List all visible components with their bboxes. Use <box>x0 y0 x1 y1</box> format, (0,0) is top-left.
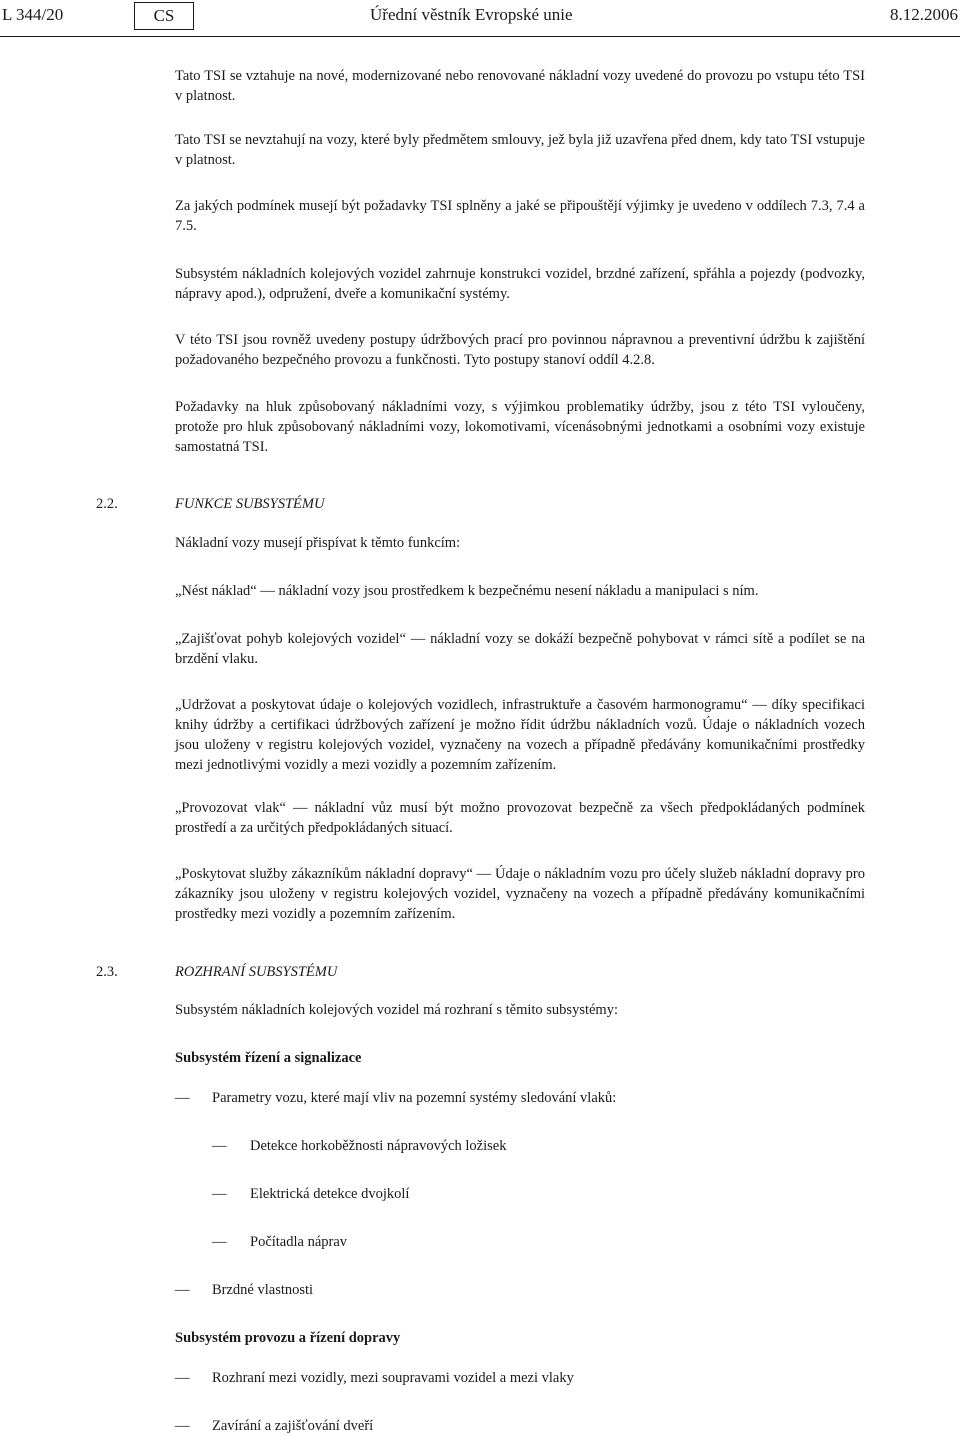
function-item: „Udržovat a poskytovat údaje o kolejových vozidlech, infrastruktuře a časovém harmonogramu“ — díky specifikaci knihy údržby a certifikaci údržbových zařízení je možno řídit údržbu nákladních vozů. Údaje o nákladních vozech jsou uloženy v registru kolejových vozidel, vyznačeny na vozech a případně předávány komunikačními prostředky mezi jednotlivými vozidly a mezi vozidly a pozemním zařízením. <box>175 697 865 773</box>
list-dash: — <box>212 1234 227 1250</box>
list-dash: — <box>175 1090 190 1106</box>
subsection-heading: Subsystém řízení a signalizace <box>175 1050 362 1066</box>
function-item: „Zajišťovat pohyb kolejových vozidel“ — nákladní vozy se dokáží bezpečně pohybovat v rámci sítě a podílet se na brzdění vlaku. <box>175 631 865 667</box>
section-intro: Nákladní vozy musejí přispívat k těmto funkcím: <box>175 535 461 551</box>
nested-list-item: Počítadla náprav <box>250 1234 348 1250</box>
publication-date: 8.12.2006 <box>890 5 958 24</box>
list-dash: — <box>175 1418 190 1434</box>
page-header <box>0 2 960 30</box>
section-number: 2.2. <box>96 496 118 512</box>
section-title: FUNKCE SUBSYSTÉMU <box>175 496 325 512</box>
function-item: „Provozovat vlak“ — nákladní vůz musí být možno provozovat bezpečně za všech předpokládaných podmínek prostředí a za určitých předpokládaných situací. <box>175 800 865 836</box>
list-dash: — <box>175 1282 190 1298</box>
nested-list-item: Detekce horkoběžnosti nápravových ložisek <box>250 1138 507 1154</box>
language-code-box: CS <box>134 2 194 30</box>
function-item: „Poskytovat služby zákazníkům nákladní dopravy“ — Údaje o nákladním vozu pro účely služeb nákladní dopravy pro zákazníky jsou uloženy v registru kolejových vozidel, vyznačeny na vozech a případně předávány komunikačními prostředky mezi vozidly a pozemním zařízením. <box>175 866 865 922</box>
list-dash: — <box>175 1370 190 1386</box>
list-item: Rozhraní mezi vozidly, mezi soupravami vozidel a mezi vlaky <box>212 1370 574 1386</box>
function-item: „Nést náklad“ — nákladní vozy jsou prostředkem k bezpečnému nesení nákladu a manipulaci s ním. <box>175 583 759 599</box>
list-item: Parametry vozu, které mají vliv na pozemní systémy sledování vlaků: <box>212 1090 617 1106</box>
list-dash: — <box>212 1186 227 1202</box>
section-title: ROZHRANÍ SUBSYSTÉMU <box>175 964 338 980</box>
journal-title: Úřední věstník Evropské unie <box>370 5 573 24</box>
list-dash: — <box>212 1138 227 1154</box>
journal-reference: L 344/20 <box>2 5 64 24</box>
paragraph: Subsystém nákladních kolejových vozidel zahrnuje konstrukci vozidel, brzdné zařízení, spřáhla a pojezdy (podvozky, nápravy apod.), odpružení, dveře a komunikační systémy. <box>175 266 865 302</box>
header-rule <box>0 36 960 37</box>
paragraph: Za jakých podmínek musejí být požadavky TSI splněny a jaké se připouštějí výjimky je uvedeno v oddílech 7.3, 7.4 a 7.5. <box>175 198 865 234</box>
paragraph: Požadavky na hluk způsobovaný nákladními vozy, s výjimkou problematiky údržby, jsou z této TSI vyloučeny, protože pro hluk způsobovaný nákladními vozy, lokomotivami, vícenásobnými jednotkami a osobními vozy existuje samostatná TSI. <box>175 399 865 455</box>
section-intro: Subsystém nákladních kolejových vozidel má rozhraní s těmito subsystémy: <box>175 1002 618 1018</box>
list-item: Brzdné vlastnosti <box>212 1282 314 1298</box>
section-number: 2.3. <box>96 964 118 980</box>
paragraph: Tato TSI se nevztahují na vozy, které byly předmětem smlouvy, jež byla již uzavřena před dnem, kdy tato TSI vstupuje v platnost. <box>175 132 865 168</box>
nested-list-item: Elektrická detekce dvojkolí <box>250 1186 410 1202</box>
list-item: Zavírání a zajišťování dveří <box>212 1418 374 1434</box>
paragraph: V této TSI jsou rovněž uvedeny postupy údržbových prací pro povinnou nápravnou a preventivní údržbu k zajištění požadovaného bezpečného provozu a funkčnosti. Tyto postupy stanoví oddíl 4.2.8. <box>175 332 865 368</box>
paragraph: Tato TSI se vztahuje na nové, modernizované nebo renovované nákladní vozy uvedené do provozu po vstupu této TSI v platnost. <box>175 68 865 104</box>
subsection-heading: Subsystém provozu a řízení dopravy <box>175 1330 401 1346</box>
